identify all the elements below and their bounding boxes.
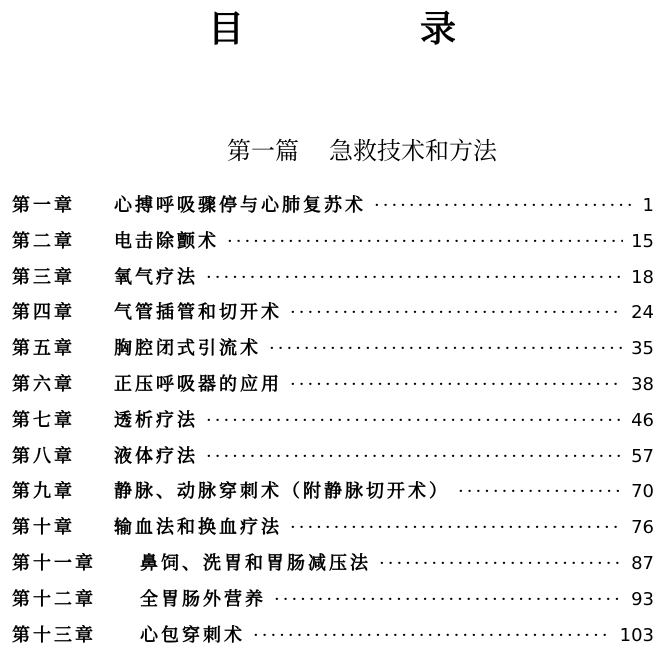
chapter-number: 第六章 [12, 373, 75, 395]
page-number: 70 [631, 481, 654, 503]
chapter-title: 液体疗法 [114, 445, 198, 467]
chapter-number: 第五章 [12, 338, 75, 360]
toc-entry[interactable] [12, 439, 654, 475]
chapter-number: 第一章 [12, 195, 75, 216]
toc-entry[interactable] [12, 510, 654, 546]
page-number: 76 [631, 517, 654, 539]
page-title: 目 录 [207, 9, 526, 50]
leader-dots [269, 331, 623, 367]
toc-entry[interactable] [12, 331, 654, 367]
chapter-title: 心包穿刺术 [140, 624, 245, 646]
chapter-title: 鼻饲、洗胃和胃肠减压法 [140, 552, 371, 574]
chapter-number: 第九章 [12, 481, 75, 503]
chapter-title: 全胃肠外营养 [140, 588, 266, 610]
page-number: 46 [631, 409, 654, 431]
leader-dots [290, 510, 623, 546]
chapter-number: 第三章 [12, 266, 75, 288]
toc-entry[interactable] [12, 546, 654, 582]
chapter-number: 第十三章 [12, 624, 96, 646]
page-number: 103 [619, 624, 654, 646]
leader-dots [274, 582, 623, 618]
leader-dots [253, 618, 612, 654]
chapter-title: 输血法和换血疗法 [114, 517, 282, 539]
page-number: 1 [642, 195, 654, 216]
page-number: 18 [631, 266, 654, 288]
leader-dots [374, 188, 635, 224]
chapter-number: 第七章 [12, 409, 75, 431]
toc-entry[interactable] [12, 367, 654, 403]
toc-entry[interactable] [12, 295, 654, 331]
leader-dots [206, 260, 623, 296]
toc-entry[interactable] [12, 474, 654, 510]
leader-dots [290, 295, 623, 331]
leader-dots [379, 546, 623, 582]
leader-dots [458, 474, 623, 510]
part-number: 第一篇 [227, 137, 299, 165]
chapter-title: 透析疗法 [114, 409, 198, 431]
chapter-number: 第八章 [12, 445, 75, 467]
leader-dots [290, 367, 623, 403]
chapter-number: 第十章 [12, 517, 75, 539]
page-number: 35 [631, 338, 654, 360]
toc-entry[interactable] [12, 260, 654, 296]
chapter-title: 氧气疗法 [114, 266, 198, 288]
part-title: 急救技术和方法 [329, 137, 497, 165]
page-number: 15 [631, 230, 654, 252]
leader-dots [206, 439, 623, 475]
toc-entry[interactable] [12, 582, 654, 618]
page-number: 24 [631, 302, 654, 324]
chapter-title: 静脉、动脉穿刺术（附静脉切开术） [114, 481, 450, 503]
chapter-number: 第十一章 [12, 552, 96, 574]
chapter-number: 第十二章 [12, 588, 96, 610]
toc-entry[interactable] [12, 188, 654, 224]
toc-entry[interactable] [12, 618, 654, 654]
leader-dots [227, 224, 623, 260]
chapter-number: 第二章 [12, 230, 75, 252]
table-of-contents [12, 188, 654, 653]
chapter-title: 气管插管和切开术 [114, 302, 282, 324]
leader-dots [206, 403, 623, 439]
chapter-number: 第四章 [12, 302, 75, 324]
page-number: 87 [631, 552, 654, 574]
chapter-title: 胸腔闭式引流术 [114, 338, 261, 360]
page-number: 38 [631, 373, 654, 395]
chapter-title: 电击除颤术 [114, 230, 219, 252]
page-number: 57 [631, 445, 654, 467]
chapter-title: 心搏呼吸骤停与心肺复苏术 [114, 195, 366, 216]
chapter-title: 正压呼吸器的应用 [114, 373, 282, 395]
toc-entry[interactable] [12, 224, 654, 260]
toc-entry[interactable] [12, 403, 654, 439]
page-number: 93 [631, 588, 654, 610]
part-heading [0, 133, 664, 169]
